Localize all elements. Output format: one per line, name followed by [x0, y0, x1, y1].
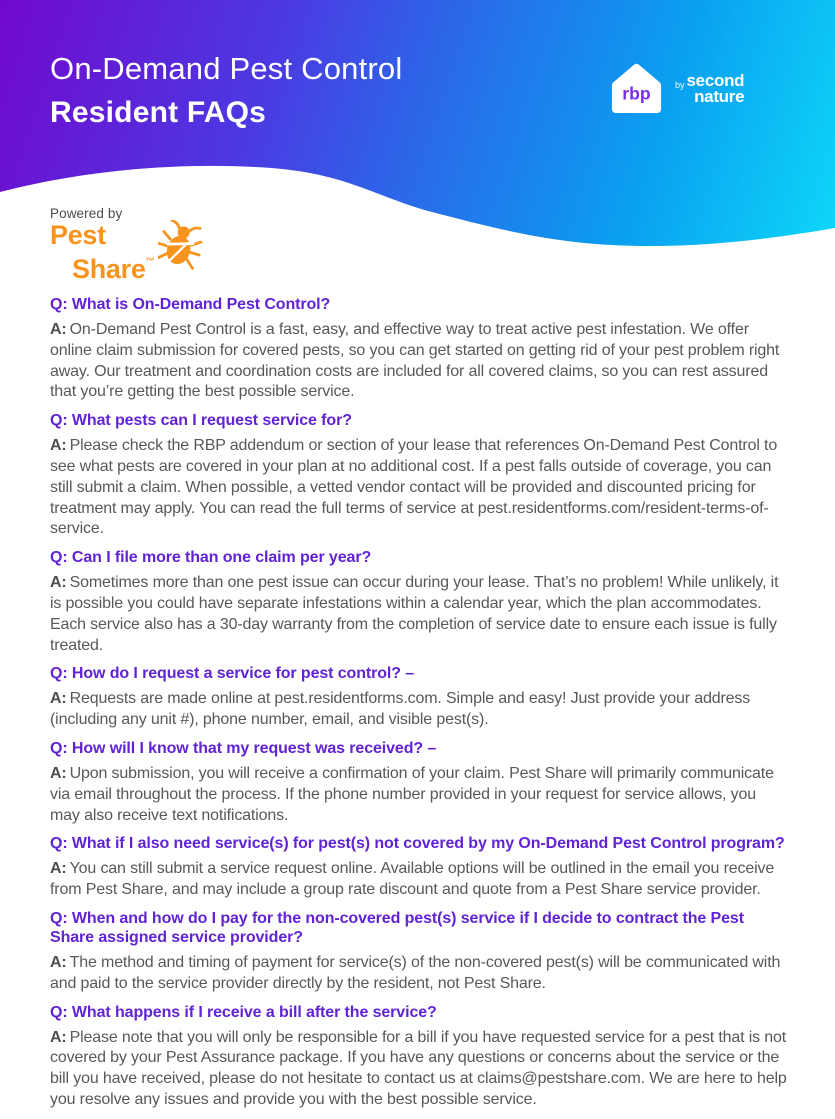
share-wordmark: Share™: [72, 254, 155, 284]
answer-prefix: A:: [50, 437, 67, 455]
second-nature-wordmark: [675, 73, 744, 105]
faq-answer: [50, 1028, 788, 1111]
faq-item: [50, 664, 788, 731]
by-label: by: [675, 80, 685, 90]
rbp-logo: [605, 56, 668, 122]
answer-text: Upon submission, you will receive a confirmation of your claim. Pest Share will primarily communicate via email throughout the process. If the phone number provided in your request for service allows, you may also receive text notifications.: [50, 764, 774, 824]
pestshare-logo: [50, 206, 230, 282]
faq-answer: [50, 764, 788, 826]
header-titles: [50, 50, 402, 132]
faq-item: [50, 295, 788, 403]
pest-share-bug-icon: [158, 220, 204, 270]
faq-item: [50, 909, 788, 995]
second-nature-line2: nature: [694, 87, 745, 106]
faq-answer: [50, 953, 788, 995]
faq-question: Q: When and how do I pay for the non-covered pest(s) service if I decide to contract the Pest Share assigned service provider?: [50, 909, 744, 946]
pest-wordmark: Pest: [50, 220, 106, 250]
faq-answer: [50, 859, 788, 901]
answer-text: Requests are made online at pest.residentforms.com. Simple and easy! Just provide your address (including any unit #), phone number, email, and visible pest(s).: [50, 690, 751, 729]
answer-text: Sometimes more than one pest issue can occur during your lease. That’s no problem! While unlikely, it is possible you could have separate infestations within a calendar year, which the plan accommodates. Each service also has a 30-day warranty from the completion of service date to ensure each issue is fully treated.: [50, 574, 779, 654]
faq-question: Q: How do I request a service for pest control? –: [50, 665, 415, 683]
second-nature-line1: second: [686, 71, 745, 90]
brand-lockup: [605, 56, 744, 122]
faq-answer: [50, 436, 788, 540]
faq-question: Q: What is On-Demand Pest Control?: [50, 296, 331, 313]
answer-text: Please note that you will only be responsible for a bill if you have requested service for a pest that is not covered by your Pest Assurance package. If you have any questions or concerns about the service or the bill you have received, please do not hesitate to contact us at claims@pestshare.com. We are here to help you resolve any issues and provide you with the best possible service.: [50, 1028, 787, 1108]
answer-prefix: A:: [50, 574, 67, 592]
answer-text: On-Demand Pest Control is a fast, easy, and effective way to treat active pest infestation. We offer online claim submission for covered pests, so you can get started on getting rid of your pest problem right away. Our treatment and coordination costs are included for all covered claims, so you can rest assured that you’re getting the best possible service.: [50, 321, 780, 401]
answer-prefix: A:: [50, 764, 67, 782]
answer-prefix: A:: [50, 860, 67, 878]
page-title: On-Demand Pest Control: [50, 51, 403, 86]
answer-prefix: A:: [50, 321, 67, 338]
answer-prefix: A:: [50, 690, 67, 708]
faq-question: Q: What happens if I receive a bill after the service?: [50, 1003, 437, 1021]
page-subtitle: Resident FAQs: [50, 96, 266, 129]
powered-by-label: Powered by: [50, 206, 123, 221]
answer-text: You can still submit a service request online. Available options will be outlined in the email you receive from Pest Share, and may include a group rate discount and quote from a Pest Share service provider.: [50, 860, 775, 899]
faq-item: [50, 739, 788, 826]
faq-list: [50, 295, 788, 1119]
answer-text: The method and timing of payment for service(s) of the non-covered pest(s) will be communicated with and paid to the service provider directly by the resident, not Pest Share.: [50, 953, 781, 992]
rbp-logo-text: rbp: [622, 83, 651, 104]
answer-prefix: A:: [50, 1028, 67, 1046]
faq-answer: [50, 573, 788, 656]
faq-question: Q: Can I file more than one claim per year?: [50, 549, 372, 567]
faq-question: Q: What if I also need service(s) for pest(s) not covered by my On-Demand Pest Control program?: [50, 835, 785, 853]
faq-answer: [50, 320, 788, 403]
faq-item: [50, 834, 788, 901]
faq-item: [50, 411, 788, 540]
faq-answer: [50, 689, 788, 731]
answer-prefix: A:: [50, 953, 67, 971]
faq-item: [50, 1003, 788, 1111]
trademark-symbol: ™: [145, 256, 155, 266]
answer-text: Please check the RBP addendum or section of your lease that references On-Demand Pest Control to see what pests are covered in your plan at no additional cost. If a pest falls outside of coverage, you can still submit a claim. When possible, a vetted vendor contact will be provided and discounted pricing for treatment may apply. You can read the full terms of service at pest.residentforms.com/resident-terms-of-service.: [50, 437, 778, 538]
faq-question: Q: What pests can I request service for?: [50, 412, 352, 430]
faq-question: Q: How will I know that my request was received? –: [50, 739, 437, 757]
faq-item: [50, 548, 788, 656]
